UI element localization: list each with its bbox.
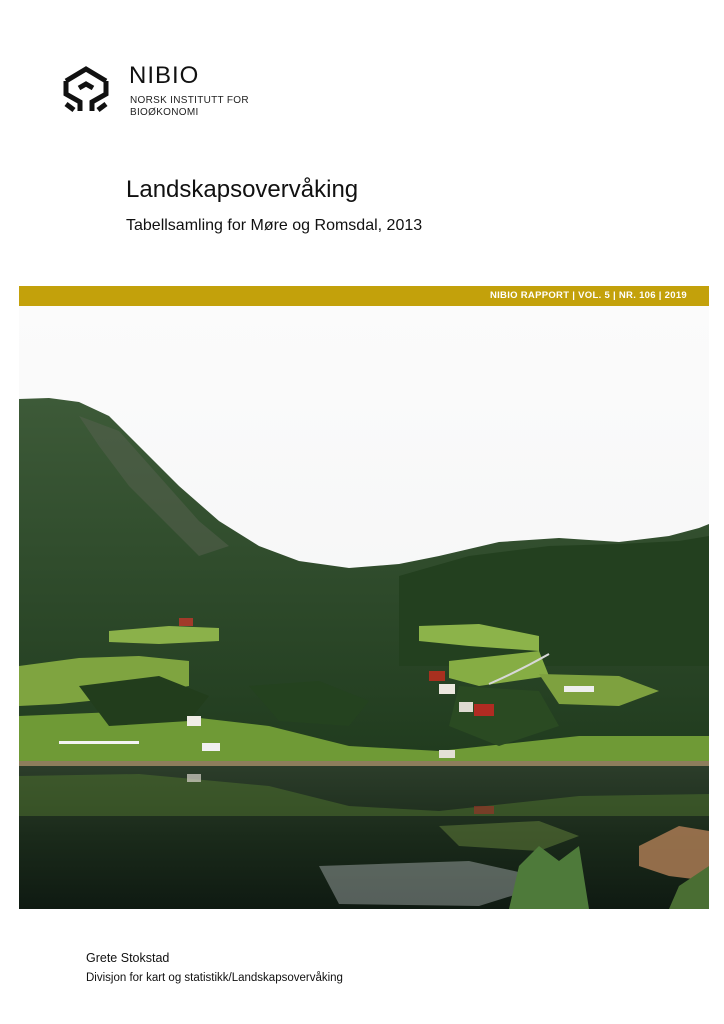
author-name: Grete Stokstad [86,951,170,965]
division-name: Divisjon for kart og statistikk/Landskapsovervåking [86,972,343,984]
logo-name: NIBIO [129,62,200,89]
cover-photo [19,306,709,909]
logo-subtitle [130,95,249,119]
logo-subtitle-line2: BIOØKONOMI [130,107,199,118]
nibio-logo-icon [62,64,110,116]
nibio-logo [62,62,262,122]
page-title: Landskapsovervåking [126,176,359,203]
page-subtitle: Tabellsamling for Møre og Romsdal, 2013 [126,217,423,234]
report-band [19,286,709,306]
logo-subtitle-line1: NORSK INSTITUTT FOR [130,95,249,106]
report-info: NIBIO RAPPORT | VOL. 5 | NR. 106 | 2019 [489,290,687,301]
landscape-photo-icon [19,306,709,909]
